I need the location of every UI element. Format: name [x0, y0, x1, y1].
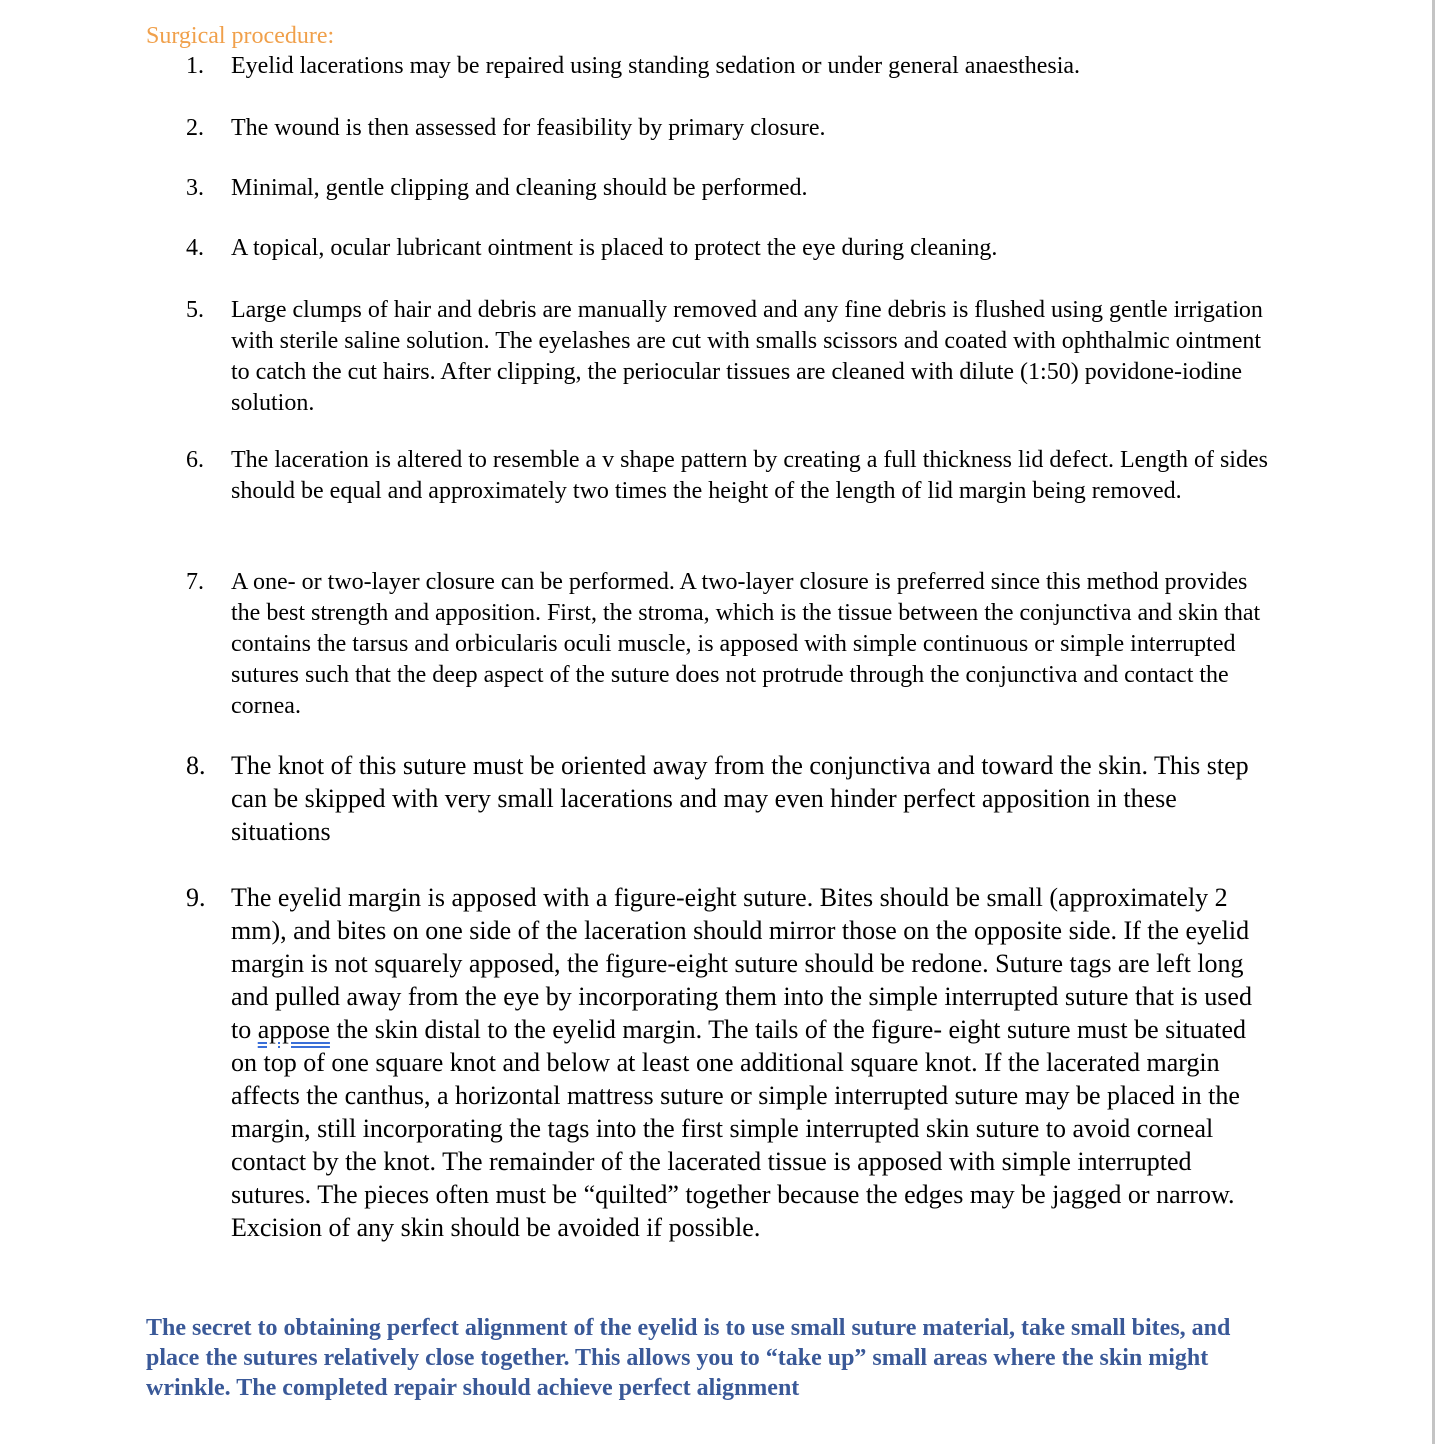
step-text-after: the skin distal to the eyelid margin. The tails of the figure- eight suture must be situated on top of one square knot and below at least one additional square knot. If the lacerated margin affects the canthus, a horizontal mattress suture or simple interrupted suture may be placed in the margin, still incorporating the tags into the first simple interrupted skin suture to avoid corneal contact by the knot. The remainder of the lacerated tissue is apposed with simple interrupted sutures. The pieces often must be “quilted” together because the edges may be jagged or narrow. Excision of any skin should be avoided if possible.: [231, 1015, 1247, 1242]
step-text: The knot of this suture must be oriented away from the conjunctiva and toward the skin. This step can be skipped with very small lacerations and may even hinder perfect apposition in these situations: [231, 751, 1249, 846]
step-text: Eyelid lacerations may be repaired using standing sedation or under general anaesthesia.: [231, 53, 1081, 79]
step-text: The laceration is altered to resemble a v shape pattern by creating a full thickness lid defect. Length of sides should be equal and approximately two times the height of the length of lid margin being removed.: [231, 447, 1268, 504]
grammar-flagged-word[interactable]: appose: [257, 1015, 330, 1044]
step-text: A topical, ocular lubricant ointment is placed to protect the eye during cleaning.: [231, 235, 998, 261]
step-number: 3.: [186, 175, 204, 201]
key-tip-callout: The secret to obtaining perfect alignment of the eyelid is to use small suture material, take small bites, and place the sutures relatively close together. This allows you to “take up” small areas where the skin might wrinkle. The completed repair should achieve perfect alignment: [146, 1315, 1231, 1401]
step-number: 5.: [186, 297, 204, 323]
step-number: 6.: [186, 447, 204, 473]
step-text-before: The eyelid margin is apposed with a figure-eight suture. Bites should be small (approximately 2 mm), and bites on one side of the laceration should mirror those on the opposite side. If the eyelid margin is not squarely apposed, the figure-eight suture should be redone. Suture tags are left long and pulled away from the eye by incorporating them into the simple interrupted suture that is used to: [231, 883, 1252, 1044]
section-heading: Surgical procedure:: [146, 23, 335, 49]
step-number: 7.: [186, 569, 204, 595]
step-text: The wound is then assessed for feasibility by primary closure.: [231, 115, 826, 141]
step-number: 8.: [186, 751, 206, 780]
step-number: 4.: [186, 235, 204, 261]
step-number: 9.: [186, 883, 206, 912]
step-text: A one- or two-layer closure can be performed. A two-layer closure is preferred since this method provides the best strength and apposition. First, the stroma, which is the tissue between the conjunctiva and skin that contains the tarsus and orbicularis oculi muscle, is apposed with simple continuous or simple interrupted sutures such that the deep aspect of the suture does not protrude through the conjunctiva and contact the cornea.: [231, 569, 1261, 719]
step-number: 1.: [186, 53, 204, 79]
step-text: Large clumps of hair and debris are manually removed and any fine debris is flushed using gentle irrigation with sterile saline solution. The eyelashes are cut with smalls scissors and coated with ophthalmic ointment to catch the cut hairs. After clipping, the periocular tissues are cleaned with dilute (1:50) povidone-iodine solution.: [231, 297, 1263, 416]
step-text: [231, 881, 1271, 1244]
step-text: Minimal, gentle clipping and cleaning should be performed.: [231, 175, 808, 201]
step-number: 2.: [186, 115, 204, 141]
